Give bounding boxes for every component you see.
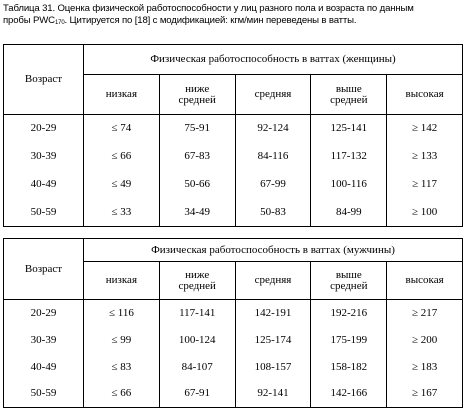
value-cell: ≥ 183 bbox=[387, 354, 463, 381]
value-cell: ≤ 116 bbox=[84, 300, 160, 327]
value-cell: 67-91 bbox=[159, 381, 235, 408]
value-cell: 92-141 bbox=[235, 381, 311, 408]
value-cell: ≤ 33 bbox=[84, 199, 160, 227]
caption-line-2-end: . Цитируется по [18] с модификацией: кгм/мин переведены в ватты. bbox=[64, 15, 357, 26]
value-cell: 100-116 bbox=[311, 171, 387, 199]
column-header: низкая bbox=[84, 262, 160, 300]
value-cell: ≤ 49 bbox=[84, 171, 160, 199]
age-cell: 20-29 bbox=[4, 115, 84, 143]
value-cell: ≥ 117 bbox=[387, 171, 463, 199]
value-cell: 50-83 bbox=[235, 199, 311, 227]
age-cell: 30-39 bbox=[4, 143, 84, 171]
value-cell: ≤ 99 bbox=[84, 327, 160, 354]
table-row bbox=[4, 381, 463, 408]
table-row bbox=[4, 354, 463, 381]
table-row bbox=[4, 300, 463, 327]
caption-subscript: 170 bbox=[54, 20, 65, 26]
value-cell: 125-141 bbox=[311, 115, 387, 143]
value-cell: ≥ 200 bbox=[387, 327, 463, 354]
table-caption bbox=[3, 3, 467, 29]
column-header: высокая bbox=[387, 75, 463, 115]
value-cell: 84-99 bbox=[311, 199, 387, 227]
column-header: средняя bbox=[235, 262, 311, 300]
women-fitness-table bbox=[3, 44, 463, 227]
value-cell: 142-191 bbox=[235, 300, 311, 327]
age-column-header: Возраст bbox=[4, 45, 84, 115]
value-cell: 117-141 bbox=[159, 300, 235, 327]
value-cell: ≥ 133 bbox=[387, 143, 463, 171]
value-cell: 84-107 bbox=[159, 354, 235, 381]
caption-line-2 bbox=[3, 15, 467, 29]
value-cell: 92-124 bbox=[235, 115, 311, 143]
table-row bbox=[4, 143, 463, 171]
value-cell: 158-182 bbox=[311, 354, 387, 381]
value-cell: 75-91 bbox=[159, 115, 235, 143]
value-cell: 34-49 bbox=[159, 199, 235, 227]
value-cell: ≤ 83 bbox=[84, 354, 160, 381]
table-row bbox=[4, 199, 463, 227]
value-cell: ≥ 100 bbox=[387, 199, 463, 227]
value-cell: 100-124 bbox=[159, 327, 235, 354]
age-cell: 50-59 bbox=[4, 381, 84, 408]
table-row bbox=[4, 327, 463, 354]
value-cell: ≥ 167 bbox=[387, 381, 463, 408]
age-cell: 40-49 bbox=[4, 354, 84, 381]
value-cell: ≥ 142 bbox=[387, 115, 463, 143]
value-cell: 67-83 bbox=[159, 143, 235, 171]
column-header: высокая bbox=[387, 262, 463, 300]
age-cell: 20-29 bbox=[4, 300, 84, 327]
group-header: Физическая работоспособность в ваттах (мужчины) bbox=[84, 239, 463, 262]
table-row bbox=[4, 171, 463, 199]
value-cell: 117-132 bbox=[311, 143, 387, 171]
age-cell: 50-59 bbox=[4, 199, 84, 227]
value-cell: ≤ 66 bbox=[84, 381, 160, 408]
column-header: ниже средней bbox=[159, 262, 235, 300]
value-cell: ≤ 74 bbox=[84, 115, 160, 143]
column-header: низкая bbox=[84, 75, 160, 115]
age-cell: 40-49 bbox=[4, 171, 84, 199]
value-cell: 84-116 bbox=[235, 143, 311, 171]
value-cell: ≥ 217 bbox=[387, 300, 463, 327]
value-cell: ≤ 66 bbox=[84, 143, 160, 171]
table-row bbox=[4, 115, 463, 143]
value-cell: 192-216 bbox=[311, 300, 387, 327]
age-cell: 30-39 bbox=[4, 327, 84, 354]
column-header: выше средней bbox=[311, 75, 387, 115]
men-fitness-table bbox=[3, 238, 463, 408]
group-header: Физическая работоспособность в ваттах (женщины) bbox=[84, 45, 463, 75]
column-header: выше средней bbox=[311, 262, 387, 300]
age-column-header: Возраст bbox=[4, 239, 84, 300]
caption-line-1: Таблица 31. Оценка физической работоспособности у лиц разного пола и возраста по данным bbox=[3, 3, 414, 14]
value-cell: 125-174 bbox=[235, 327, 311, 354]
value-cell: 175-199 bbox=[311, 327, 387, 354]
value-cell: 50-66 bbox=[159, 171, 235, 199]
column-header: ниже средней bbox=[159, 75, 235, 115]
value-cell: 142-166 bbox=[311, 381, 387, 408]
caption-line-2-start: пробы PWC bbox=[3, 15, 55, 26]
column-header: средняя bbox=[235, 75, 311, 115]
value-cell: 108-157 bbox=[235, 354, 311, 381]
value-cell: 67-99 bbox=[235, 171, 311, 199]
